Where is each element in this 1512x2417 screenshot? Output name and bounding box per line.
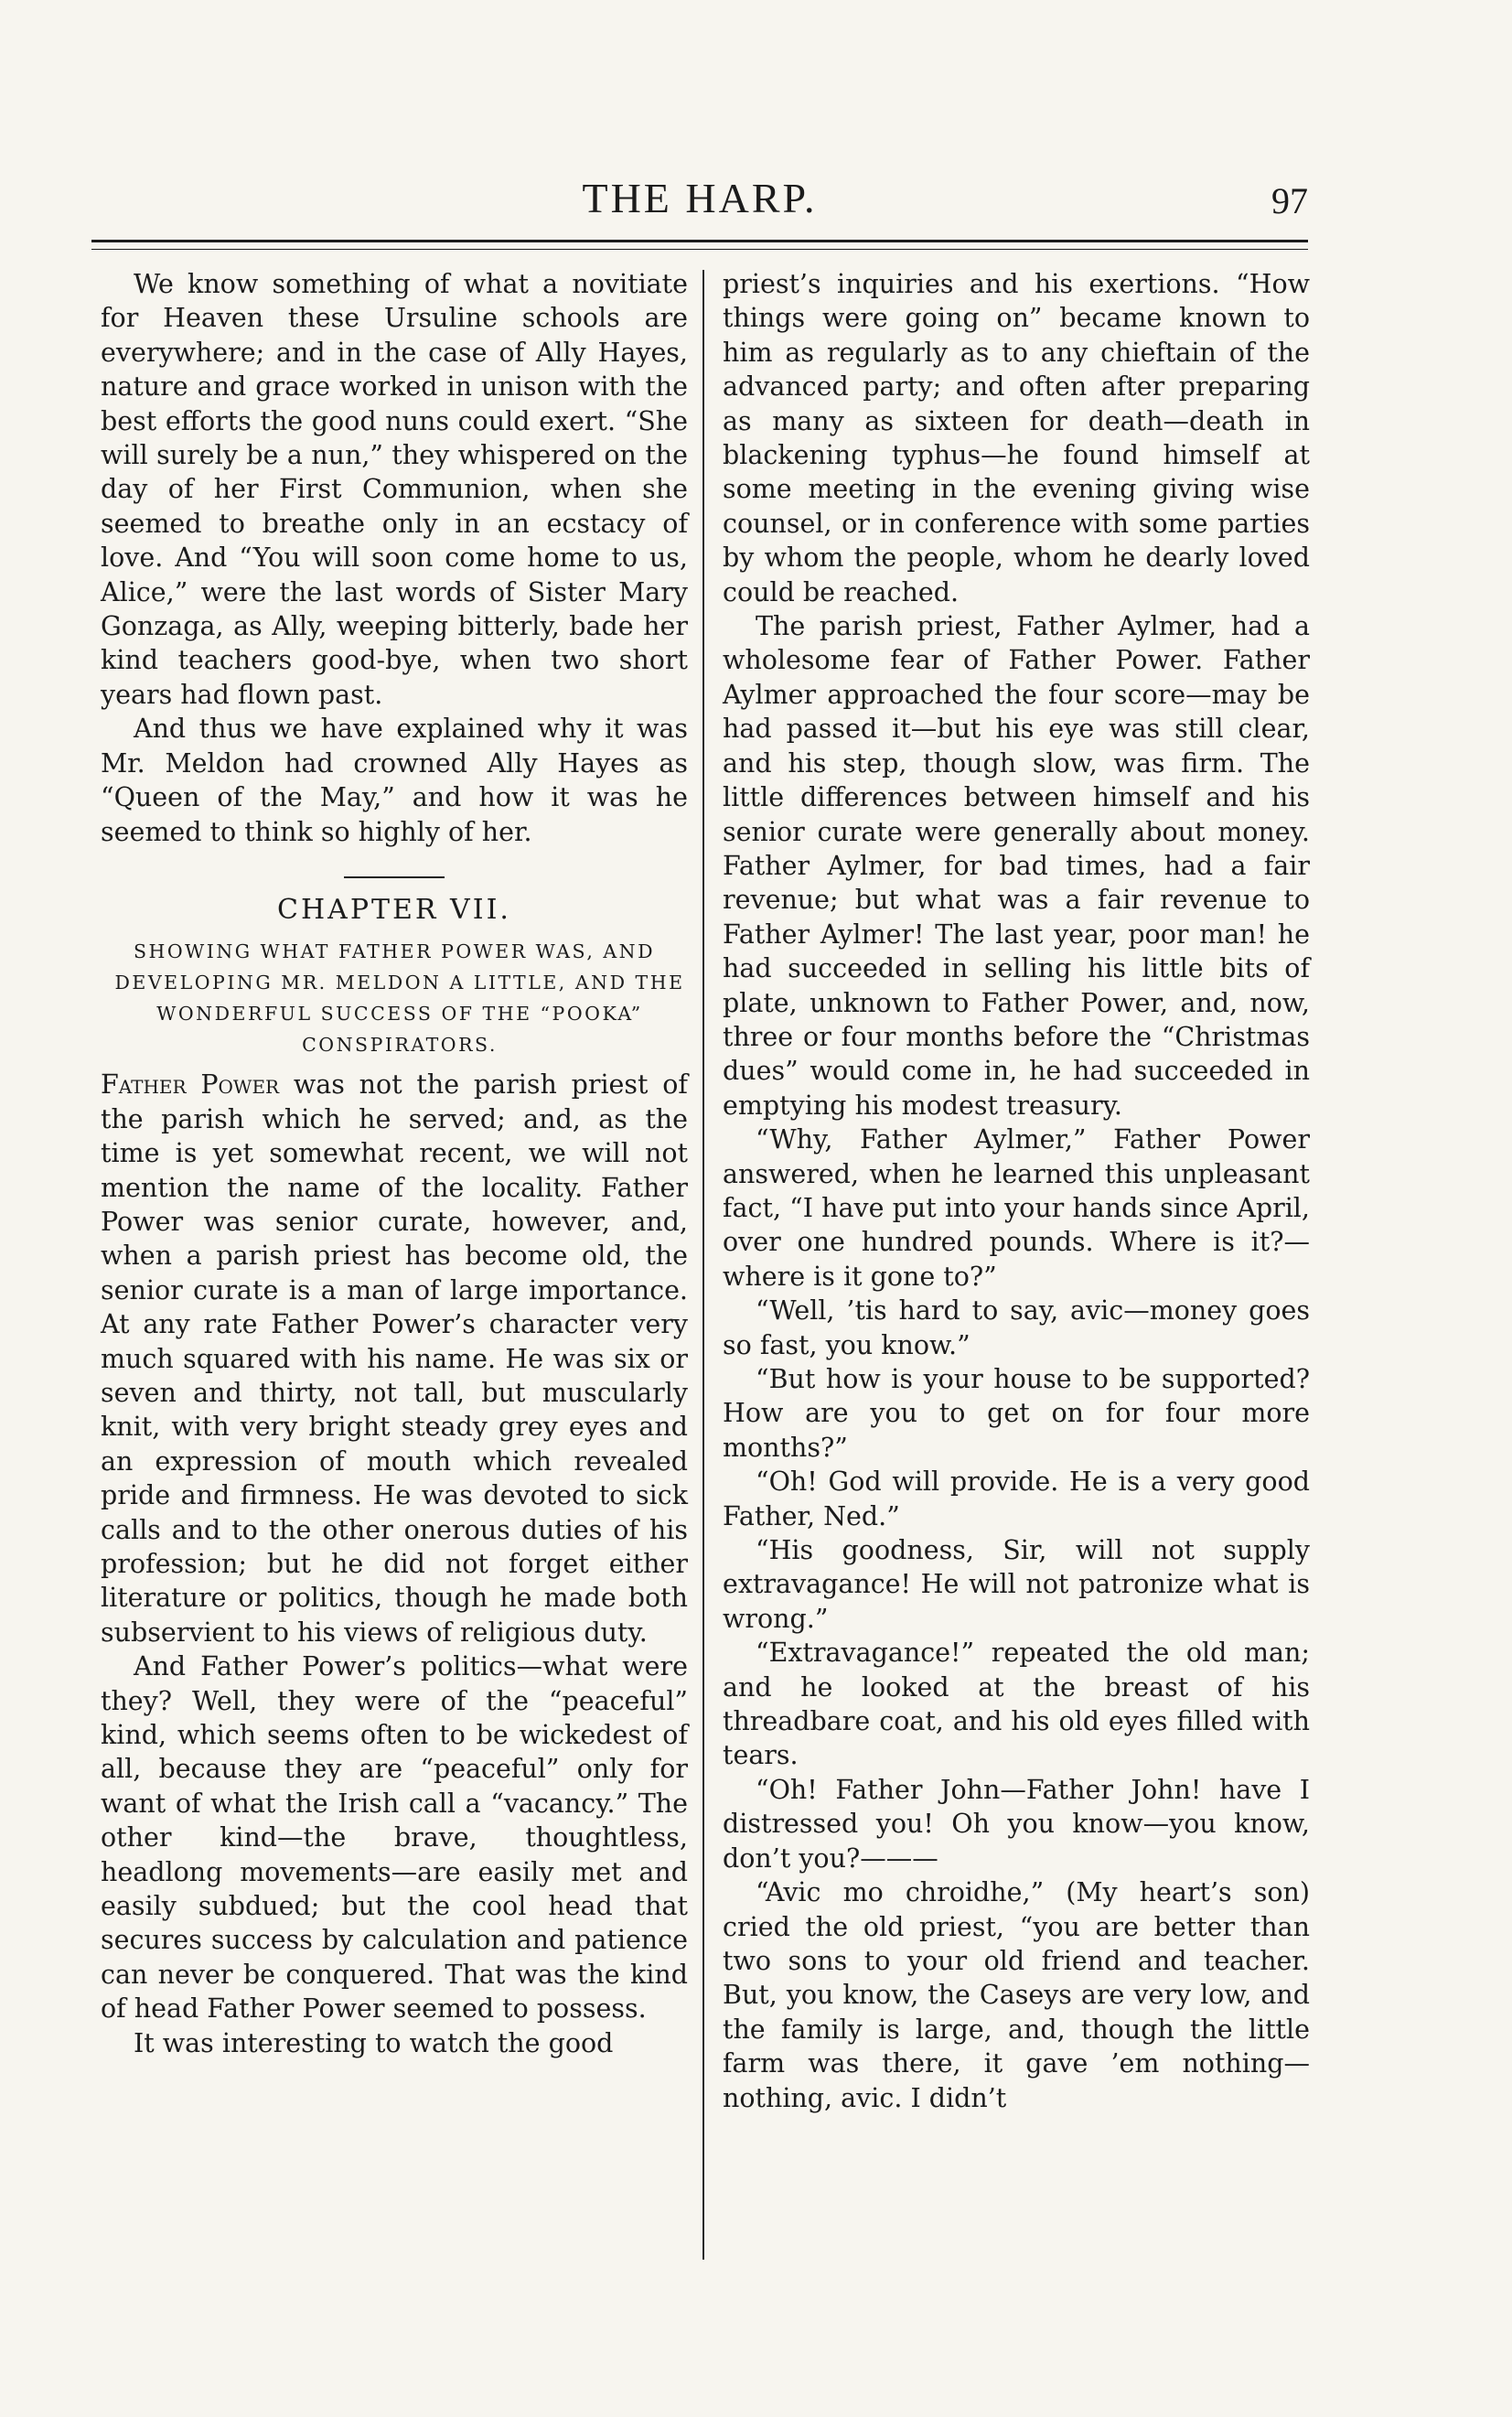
column-divider [702, 270, 704, 2260]
paragraph-text: was not the parish priest of the parish which he served; and, as the time is yet somewhat recent, we will not mention the name of the locality. Father Power was senior curate, however, and, when a parish priest has become old, the senior curate is a man of large importance. At any rate Father Power’s character very much squared with his name. He was six or seven and thirty, not tall, but muscularly knit, with very bright steady grey eyes and an expression of mouth which revealed pride and firmness. He was devoted to sick calls and to the other onerous duties of his profession; but he did not forget either literature or politics, though he made both subservient to his views of religious duty. [101, 1069, 688, 1648]
paragraph: The parish priest, Father Aylmer, had a wholesome fear of Father Power. Father Aylmer approached the four score—may be had passed it—but his eye was still clear, and his step, though slow, was firm. The little differences between himself and his senior curate were generally about money. Father Aylmer, for bad times, had a fair revenue; but what was a fair revenue to Father Aylmer! The last year, poor man! he had succeeded in selling his little bits of plate, unknown to Father Power, and, now, three or four months before the “Christmas dues” would come in, he had succeeded in emptying his modest treasury. [723, 611, 1310, 1121]
chapter-title: CHAPTER VII. [277, 893, 511, 926]
paragraph: “Oh! God will provide. He is a very good Father, Ned.” [723, 1466, 1310, 1531]
chapter-summary: SHOWING WHAT FATHER POWER WAS, AND DEVELOPING MR. MELDON A LITTLE, AND THE WONDERFUL SUCCESS OF THE “POOKA” CONSPIRATORS. [114, 940, 685, 1057]
paragraph: It was interesting to watch the good [134, 2027, 614, 2058]
page-number: 97 [1271, 180, 1308, 221]
paragraph: priest’s inquiries and his exertions. “How things were going on” became known to him as regularly as to any chieftain of the advanced party; and often after preparing as many as sixteen for death—death in blackening typhus—he found himself at some meeting in the evening giving wise counsel, or in conference with some parties by whom the people, whom he dearly loved could be reached. [723, 269, 1310, 607]
paragraph: “Well, ’tis hard to say, avic—money goes so fast, you know.” [723, 1295, 1310, 1360]
page-header [91, 174, 1308, 238]
paragraph: “Avic mo chroidhe,” (My heart’s son) cried the old priest, “you are better than two sons to your old friend and teacher. But, you know, the Caseys are very low, and the family is large, and, though the little farm was there, it gave ’em nothing—nothing, avic. I didn’t [723, 1877, 1310, 2113]
running-title: THE HARP. [582, 175, 818, 221]
paragraph: And Father Power’s politics—what were they? Well, they were of the “peaceful” kind, which seems often to be wickedest of all, because they are “peaceful” only for want of what the Irish call a “vacancy.” The other kind—the brave, thoughtless, headlong movements—are easily met and easily subdued; but the cool head that secures success by calculation and patience can never be conquered. That was the kind of head Father Power seemed to possess. [101, 1651, 688, 2025]
right-column [723, 267, 1310, 2115]
paragraph: “But how is your house to be supported? How are you to get on for four more months?” [723, 1364, 1310, 1463]
paragraph: We know something of what a novitiate for Heaven these Ursuline schools are everywhere; and in the case of Ally Hayes, nature and grace worked in unison with the best efforts the good nuns could exert. “She will surely be a nun,” they whispered on the day of her First Communion, when she seemed to breathe only in an ecstacy of love. And “You will soon come home to us, Alice,” were the last words of Sister Mary Gonzaga, as Ally, weeping bitterly, bade her kind teachers good-bye, when two short years had flown past. [101, 269, 688, 710]
header-rule-thick [91, 240, 1308, 242]
paragraph: “Why, Father Aylmer,” Father Power answered, when he learned this unpleasant fact, “I have put into your hands since April, over one hundred pounds. Where is it?—where is it gone to?” [723, 1124, 1310, 1292]
paragraph [101, 1068, 688, 1649]
paragraph: “Extravagance!” repeated the old man; and he looked at the breast of his threadbare coat, and his old eyes filled with tears. [723, 1638, 1310, 1771]
left-column [101, 267, 688, 2060]
paragraph: “Oh! Father John—Father John! have I distressed you! Oh you know—you know, don’t you?——— [723, 1774, 1310, 1874]
paragraph-lead: Father Power [101, 1069, 280, 1101]
section-rule [344, 876, 445, 878]
paragraph: And thus we have explained why it was Mr. Meldon had crowned Ally Hayes as “Queen of the May,” and how it was he seemed to think so highly of her. [101, 714, 688, 847]
header-rule-thin [91, 249, 1308, 250]
paragraph: “His goodness, Sir, will not supply extravagance! He will not patronize what is wrong.” [723, 1535, 1310, 1634]
